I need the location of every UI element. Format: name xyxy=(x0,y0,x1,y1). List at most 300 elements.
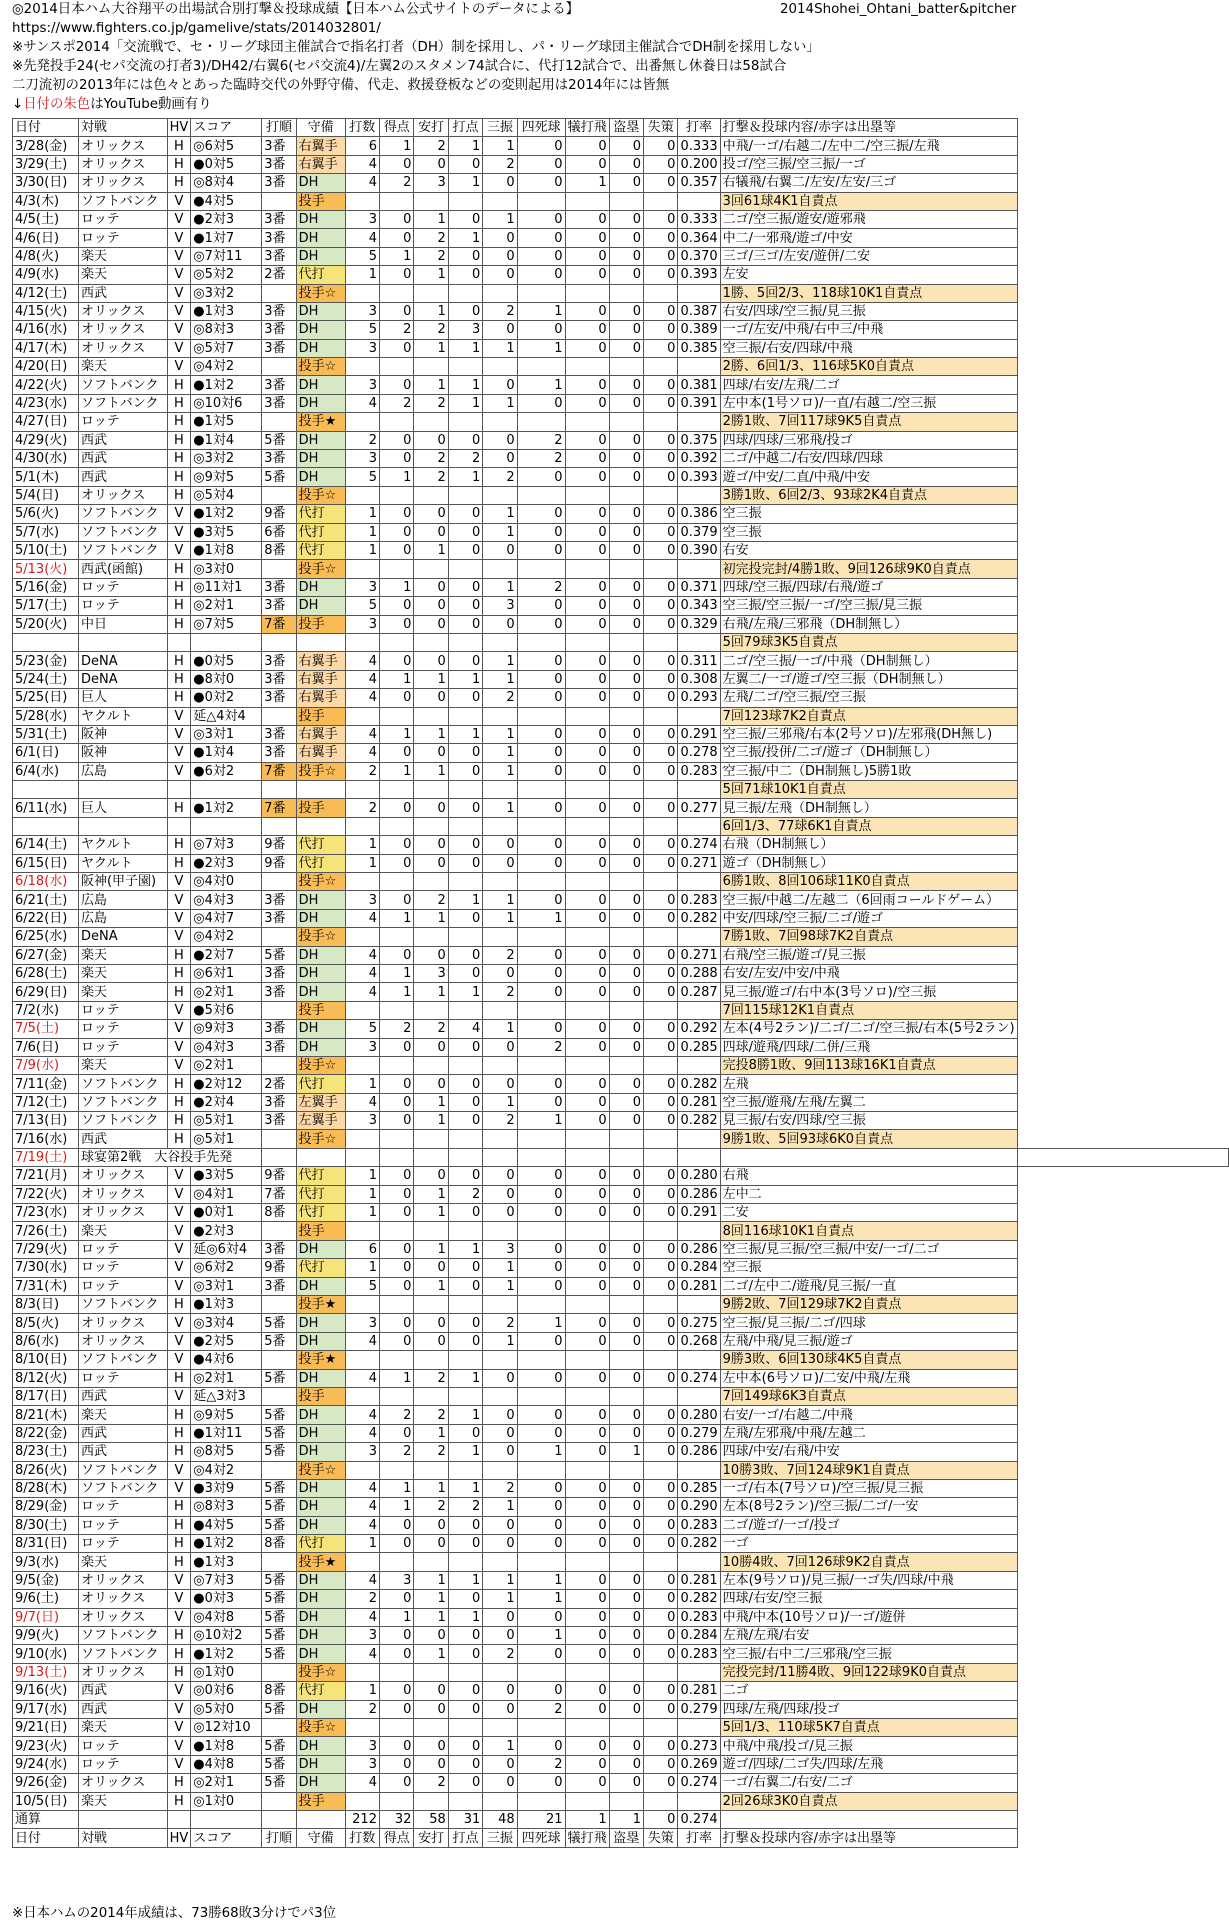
stat-ab: 4 xyxy=(345,1479,379,1497)
total-so: 48 xyxy=(483,1810,517,1828)
game-date: 10/5(日) xyxy=(13,1792,79,1810)
table-row xyxy=(13,578,1229,596)
home-visitor: V xyxy=(167,1056,191,1074)
home-visitor: V xyxy=(167,762,191,780)
stat-avg: 0.290 xyxy=(678,1498,720,1516)
stat-rbi: 0 xyxy=(448,1700,482,1718)
batting-detail: 一ゴ/右本(7号ソロ)/空三振/見三振 xyxy=(720,1479,1017,1497)
game-date: 8/28(木) xyxy=(13,1479,79,1497)
position: DH xyxy=(296,1369,345,1387)
game-date xyxy=(13,633,79,651)
batting-detail: 中安/四球/空三振/二ゴ/遊ゴ xyxy=(720,909,1017,927)
stat-sac: 0 xyxy=(565,597,609,615)
stat-sac xyxy=(565,1792,609,1810)
stat-h xyxy=(414,633,448,651)
opponent: オリックス xyxy=(78,302,167,320)
stat-bb: 0 xyxy=(517,1682,565,1700)
position: 左翼手 xyxy=(296,1112,345,1130)
home-visitor: H xyxy=(167,670,191,688)
batting-order: 3番 xyxy=(262,909,296,927)
stat-r xyxy=(379,1792,413,1810)
home-visitor: V xyxy=(167,1387,191,1405)
stat-avg: 0.274 xyxy=(678,1774,720,1792)
stat-rbi xyxy=(448,633,482,651)
stat-e: 0 xyxy=(644,229,678,247)
stat-rbi xyxy=(448,817,482,835)
stat-ab: 3 xyxy=(345,376,379,394)
home-visitor: H xyxy=(167,1535,191,1553)
stat-e: 0 xyxy=(644,964,678,982)
stat-ab: 3 xyxy=(345,1755,379,1773)
stat-h: 0 xyxy=(414,1535,448,1553)
batting-detail: 左本(9号ソロ)/見三振/一ゴ失/四球/中飛 xyxy=(720,1571,1017,1589)
stat-h: 1 xyxy=(414,376,448,394)
home-visitor: V xyxy=(167,1479,191,1497)
stat-avg: 0.393 xyxy=(678,468,720,486)
home-visitor: V xyxy=(167,928,191,946)
opponent: ソフトバンク xyxy=(78,1627,167,1645)
stat-e: 0 xyxy=(644,891,678,909)
column-header: 打数 xyxy=(345,1829,379,1847)
stat-rbi: 1 xyxy=(448,339,482,357)
stat-bb: 2 xyxy=(517,1755,565,1773)
batting-order: 5番 xyxy=(262,1479,296,1497)
stat-bb xyxy=(517,358,565,376)
stat-e: 0 xyxy=(644,689,678,707)
opponent: オリックス xyxy=(78,1167,167,1185)
opponent: 楽天 xyxy=(78,964,167,982)
home-visitor: V xyxy=(167,1590,191,1608)
home-visitor: V xyxy=(167,247,191,265)
game-date: 4/12(土) xyxy=(13,284,79,302)
stat-avg: 0.387 xyxy=(678,302,720,320)
stat-sac: 0 xyxy=(565,1204,609,1222)
table-row xyxy=(13,1314,1229,1332)
stat-sb: 0 xyxy=(609,1627,643,1645)
score: ◎4対2 xyxy=(191,358,262,376)
stat-h: 0 xyxy=(414,689,448,707)
score: ◎4対7 xyxy=(191,909,262,927)
opponent: ソフトバンク xyxy=(78,1112,167,1130)
position: DH xyxy=(296,909,345,927)
stat-so xyxy=(483,1553,517,1571)
stat-rbi: 1 xyxy=(448,891,482,909)
stat-ab: 4 xyxy=(345,946,379,964)
home-visitor: H xyxy=(167,431,191,449)
stat-so: 0 xyxy=(483,1369,517,1387)
stat-e xyxy=(644,707,678,725)
stat-ab: 1 xyxy=(345,1204,379,1222)
stat-e: 0 xyxy=(644,597,678,615)
opponent: 楽天 xyxy=(78,1792,167,1810)
stat-so: 1 xyxy=(483,505,517,523)
stat-so: 0 xyxy=(483,1700,517,1718)
position: 投手☆ xyxy=(296,486,345,504)
stat-sb: 0 xyxy=(609,247,643,265)
position: DH xyxy=(296,210,345,228)
stat-rbi: 0 xyxy=(448,1038,482,1056)
stat-ab xyxy=(345,1718,379,1736)
stat-sb: 0 xyxy=(609,964,643,982)
stat-sac: 0 xyxy=(565,541,609,559)
stat-sac xyxy=(565,358,609,376)
stat-rbi xyxy=(448,1553,482,1571)
table-row xyxy=(13,1277,1229,1295)
stat-rbi: 1 xyxy=(448,137,482,155)
stat-bb: 0 xyxy=(517,1498,565,1516)
position: DH xyxy=(296,1755,345,1773)
stat-sac xyxy=(565,560,609,578)
stat-r: 1 xyxy=(379,1479,413,1497)
stat-r: 0 xyxy=(379,1700,413,1718)
stat-r: 0 xyxy=(379,155,413,173)
stat-ab xyxy=(345,1461,379,1479)
stat-sb: 0 xyxy=(609,1498,643,1516)
stat-r: 0 xyxy=(379,1185,413,1203)
stat-avg: 0.291 xyxy=(678,1204,720,1222)
batting-detail: 空三振 xyxy=(720,523,1017,541)
game-date: 4/27(日) xyxy=(13,413,79,431)
stat-h: 0 xyxy=(414,597,448,615)
note-4 xyxy=(12,95,212,115)
batting-order: 9番 xyxy=(262,1259,296,1277)
home-visitor: H xyxy=(167,155,191,173)
stat-ab: 5 xyxy=(345,597,379,615)
table-row xyxy=(13,155,1229,173)
batting-order: 3番 xyxy=(262,725,296,743)
column-header: 打点 xyxy=(448,1829,482,1847)
position: DH xyxy=(296,1608,345,1626)
stat-ab: 4 xyxy=(345,1571,379,1589)
column-header: 得点 xyxy=(379,119,413,137)
stat-avg: 0.280 xyxy=(678,1167,720,1185)
stat-sac: 0 xyxy=(565,799,609,817)
stat-avg: 0.273 xyxy=(678,1737,720,1755)
stat-rbi: 0 xyxy=(448,744,482,762)
stat-avg: 0.287 xyxy=(678,983,720,1001)
stat-avg xyxy=(678,560,720,578)
stat-so: 2 xyxy=(483,468,517,486)
stat-e xyxy=(644,873,678,891)
position: 投手 xyxy=(296,707,345,725)
table-row xyxy=(13,1369,1229,1387)
stat-r: 0 xyxy=(379,431,413,449)
opponent: オリックス xyxy=(78,174,167,192)
stat-r: 0 xyxy=(379,1516,413,1534)
batting-detail: 二ゴ/空三振/遊安/遊邪飛 xyxy=(720,210,1017,228)
opponent: 西武 xyxy=(78,1387,167,1405)
position: DH xyxy=(296,983,345,1001)
stat-so xyxy=(483,1792,517,1810)
stat-bb: 0 xyxy=(517,946,565,964)
table-row xyxy=(13,1259,1229,1277)
stat-rbi: 0 xyxy=(448,854,482,872)
stat-bb: 1 xyxy=(517,1590,565,1608)
stat-bb: 0 xyxy=(517,799,565,817)
stat-e: 0 xyxy=(644,1608,678,1626)
stat-h: 2 xyxy=(414,321,448,339)
opponent: オリックス xyxy=(78,321,167,339)
game-date: 4/6(日) xyxy=(13,229,79,247)
home-visitor: V xyxy=(167,891,191,909)
opponent: ソフトバンク xyxy=(78,1645,167,1663)
game-date: 7/26(土) xyxy=(13,1222,79,1240)
position: 代打 xyxy=(296,523,345,541)
source-url[interactable]: https://www.fighters.co.jp/gamelive/stats/2014032801/ xyxy=(12,21,381,36)
stat-sac: 0 xyxy=(565,1700,609,1718)
stat-sac: 0 xyxy=(565,210,609,228)
stat-so: 1 xyxy=(483,1590,517,1608)
stat-ab: 4 xyxy=(345,155,379,173)
stat-sac: 0 xyxy=(565,1590,609,1608)
position: 投手 xyxy=(296,1222,345,1240)
opponent: DeNA xyxy=(78,928,167,946)
stat-sac: 0 xyxy=(565,1627,609,1645)
stat-rbi: 2 xyxy=(448,1185,482,1203)
stat-r: 0 xyxy=(379,1240,413,1258)
stat-r xyxy=(379,358,413,376)
stat-ab: 1 xyxy=(345,523,379,541)
stat-ab: 4 xyxy=(345,1498,379,1516)
stat-rbi: 0 xyxy=(448,1093,482,1111)
game-date: 6/27(金) xyxy=(13,946,79,964)
home-visitor: V xyxy=(167,1001,191,1019)
stat-e: 0 xyxy=(644,1700,678,1718)
stat-sac xyxy=(565,1387,609,1405)
stat-e xyxy=(644,1387,678,1405)
batting-detail: 遊ゴ/四球/二ゴ失/四球/左飛 xyxy=(720,1755,1017,1773)
pitching-detail: 7回123球7K2自責点 xyxy=(720,707,1017,725)
stat-sac: 0 xyxy=(565,762,609,780)
stat-e xyxy=(644,1663,678,1681)
stat-sb: 0 xyxy=(609,450,643,468)
opponent: 西武 xyxy=(78,1682,167,1700)
stat-h xyxy=(414,1387,448,1405)
score: ◎4対3 xyxy=(191,1038,262,1056)
game-date: 5/28(水) xyxy=(13,707,79,725)
game-date: 6/11(水) xyxy=(13,799,79,817)
stat-sb xyxy=(609,873,643,891)
stat-avg xyxy=(678,707,720,725)
opponent: 楽天 xyxy=(78,1222,167,1240)
batting-detail: 右安 xyxy=(720,541,1017,559)
table-row xyxy=(13,1516,1229,1534)
batting-order xyxy=(262,358,296,376)
stat-sb: 0 xyxy=(609,541,643,559)
stat-e: 0 xyxy=(644,394,678,412)
stat-h xyxy=(414,284,448,302)
stat-avg: 0.379 xyxy=(678,523,720,541)
table-row xyxy=(13,266,1229,284)
table-row xyxy=(13,1001,1229,1019)
home-visitor xyxy=(167,817,191,835)
stat-so: 0 xyxy=(483,1627,517,1645)
batting-detail: 四球/四球/三邪飛/投ゴ xyxy=(720,431,1017,449)
stat-rbi xyxy=(448,284,482,302)
stat-r xyxy=(379,192,413,210)
stat-rbi: 0 xyxy=(448,946,482,964)
stat-so: 0 xyxy=(483,854,517,872)
game-date: 8/5(火) xyxy=(13,1314,79,1332)
stat-sb: 0 xyxy=(609,1682,643,1700)
stat-sb: 0 xyxy=(609,1167,643,1185)
stat-rbi: 1 xyxy=(448,468,482,486)
opponent: ソフトバンク xyxy=(78,523,167,541)
stat-bb: 0 xyxy=(517,744,565,762)
stat-e: 0 xyxy=(644,247,678,265)
opponent: オリックス xyxy=(78,1332,167,1350)
stat-rbi: 0 xyxy=(448,1075,482,1093)
stat-bb: 1 xyxy=(517,376,565,394)
stat-sb xyxy=(609,1222,643,1240)
game-date: 3/29(土) xyxy=(13,155,79,173)
game-date: 8/3(日) xyxy=(13,1296,79,1314)
down-arrow-icon: ↓ xyxy=(12,97,24,112)
batting-detail: 左本(8号2ラン)/空三振/二ゴ/一安 xyxy=(720,1498,1017,1516)
batting-detail: 左飛 xyxy=(720,1075,1017,1093)
home-visitor: H xyxy=(167,652,191,670)
stat-so: 1 xyxy=(483,1571,517,1589)
stat-sb xyxy=(609,284,643,302)
stat-r: 0 xyxy=(379,376,413,394)
stat-avg: 0.284 xyxy=(678,1259,720,1277)
stat-r: 1 xyxy=(379,670,413,688)
stat-rbi: 0 xyxy=(448,302,482,320)
stat-h: 1 xyxy=(414,1424,448,1442)
table-row xyxy=(13,1148,1229,1166)
stat-bb: 0 xyxy=(517,1332,565,1350)
stat-r: 0 xyxy=(379,1645,413,1663)
game-date: 3/30(日) xyxy=(13,174,79,192)
position: 代打 xyxy=(296,541,345,559)
total-bb: 21 xyxy=(517,1810,565,1828)
game-date: 8/30(土) xyxy=(13,1516,79,1534)
stat-bb: 0 xyxy=(517,854,565,872)
stat-so: 0 xyxy=(483,376,517,394)
stat-rbi: 0 xyxy=(448,1204,482,1222)
stat-bb: 0 xyxy=(517,1185,565,1203)
stat-bb: 0 xyxy=(517,1204,565,1222)
stat-bb: 0 xyxy=(517,155,565,173)
score: ●4対6 xyxy=(191,1351,262,1369)
stat-r: 0 xyxy=(379,946,413,964)
score: ◎2対1 xyxy=(191,1774,262,1792)
batting-detail: 投ゴ/空三振/空三振/一ゴ xyxy=(720,155,1017,173)
game-date xyxy=(13,781,79,799)
stat-so xyxy=(483,1001,517,1019)
stat-h xyxy=(414,1130,448,1148)
stat-bb: 0 xyxy=(517,468,565,486)
position: DH xyxy=(296,964,345,982)
pitching-detail: 2勝1敗、7回117球9K5自責点 xyxy=(720,413,1017,431)
stat-bb: 0 xyxy=(517,983,565,1001)
stat-ab: 3 xyxy=(345,891,379,909)
pitching-detail: 完投8勝1敗、9回113球16K1自責点 xyxy=(720,1056,1017,1074)
stat-r: 0 xyxy=(379,689,413,707)
stat-sac: 0 xyxy=(565,1240,609,1258)
stat-so: 0 xyxy=(483,1516,517,1534)
opponent: ヤクルト xyxy=(78,836,167,854)
home-visitor: V xyxy=(167,1755,191,1773)
stat-r: 0 xyxy=(379,339,413,357)
stat-h: 1 xyxy=(414,1571,448,1589)
stat-h: 2 xyxy=(414,229,448,247)
stat-sac: 0 xyxy=(565,394,609,412)
table-row xyxy=(13,707,1229,725)
stat-rbi: 1 xyxy=(448,1608,482,1626)
total-ab: 212 xyxy=(345,1810,379,1828)
position: DH xyxy=(296,891,345,909)
stat-bb: 2 xyxy=(517,578,565,596)
score: ●1対4 xyxy=(191,744,262,762)
score: ●5対6 xyxy=(191,1001,262,1019)
opponent: ロッテ xyxy=(78,1259,167,1277)
batting-order xyxy=(262,413,296,431)
stat-sb: 0 xyxy=(609,725,643,743)
table-row xyxy=(13,1755,1229,1773)
home-visitor: H xyxy=(167,560,191,578)
batting-order: 5番 xyxy=(262,1755,296,1773)
opponent: ソフトバンク xyxy=(78,1093,167,1111)
score: ●1対2 xyxy=(191,376,262,394)
stat-bb: 2 xyxy=(517,450,565,468)
batting-detail: 中飛/中本(10号ソロ)/一ゴ/遊併 xyxy=(720,1608,1017,1626)
table-row xyxy=(13,302,1229,320)
stat-sb xyxy=(609,1663,643,1681)
stat-bb xyxy=(517,1222,565,1240)
stat-e: 0 xyxy=(644,137,678,155)
table-row xyxy=(13,799,1229,817)
game-date: 9/21(日) xyxy=(13,1718,79,1736)
stat-r: 0 xyxy=(379,1424,413,1442)
game-date: 5/1(木) xyxy=(13,468,79,486)
stat-so: 0 xyxy=(483,541,517,559)
allstar-note: 球宴第2戦 大谷投手先発 xyxy=(78,1148,261,1166)
stat-h: 1 xyxy=(414,302,448,320)
table-row xyxy=(13,652,1229,670)
stat-ab: 4 xyxy=(345,1608,379,1626)
stat-avg: 0.357 xyxy=(678,174,720,192)
game-date: 4/9(水) xyxy=(13,266,79,284)
stat-e xyxy=(644,928,678,946)
game-date: 4/29(火) xyxy=(13,431,79,449)
stat-rbi xyxy=(448,1718,482,1736)
stat-avg: 0.329 xyxy=(678,615,720,633)
table-row xyxy=(13,1222,1229,1240)
stat-r xyxy=(379,486,413,504)
position: DH xyxy=(296,431,345,449)
game-date xyxy=(13,817,79,835)
stat-h: 1 xyxy=(414,541,448,559)
stat-sb xyxy=(609,633,643,651)
stat-ab: 1 xyxy=(345,1682,379,1700)
stat-r: 0 xyxy=(379,1332,413,1350)
game-date: 7/16(水) xyxy=(13,1130,79,1148)
pitching-detail: 5回1/3、110球5K7自責点 xyxy=(720,1718,1017,1736)
score: ◎8対4 xyxy=(191,174,262,192)
stat-sb: 0 xyxy=(609,1240,643,1258)
game-date: 7/22(火) xyxy=(13,1185,79,1203)
batting-detail: 右安/四球/空三振/見三振 xyxy=(720,302,1017,320)
opponent: 巨人 xyxy=(78,799,167,817)
stat-sac: 0 xyxy=(565,836,609,854)
batting-detail: 右犠飛/右翼二/左安/左安/三ゴ xyxy=(720,174,1017,192)
stat-sac: 0 xyxy=(565,468,609,486)
stat-so xyxy=(483,633,517,651)
stat-sb: 0 xyxy=(609,670,643,688)
stat-avg xyxy=(678,1296,720,1314)
stat-e xyxy=(644,560,678,578)
